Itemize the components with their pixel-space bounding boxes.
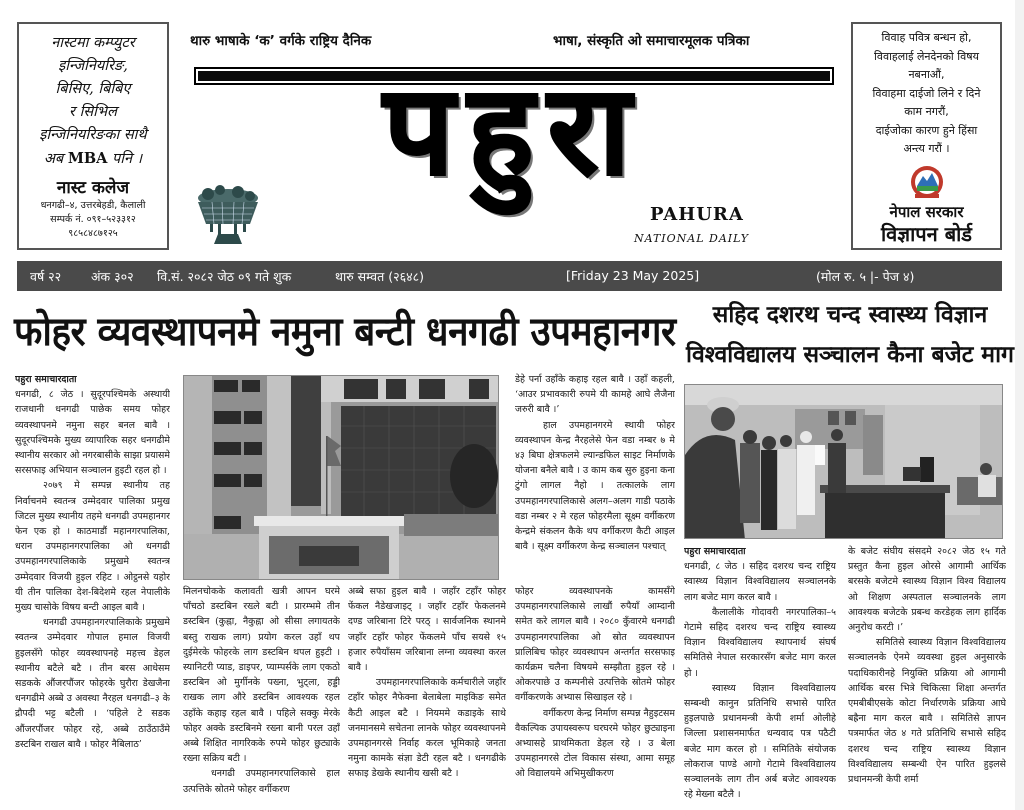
article-paragraph: धनगढी, ८ जेठ । सुदूरपश्चिमके अस्थायी राजधानी धनगढी पाछेक समय फोहर व्यवस्थापनमे नमुना सहर बनल बावै । सुदूरपश्चिमके मुख्य व्यापारिक सहर धनगढीमे स्थानीय सरकार ओ नगरबासीके साझा प्रयासमे सरसफाइ अभियान सञ्चालन हुइटी रहल हो ।: [15, 389, 170, 477]
fruit-basket-icon: [188, 184, 268, 246]
tagline-right: भाषा, संस्कृति ओ समाचारमूलक पत्रिका: [553, 33, 750, 49]
ad-mobile: ९८५८४८७१२५: [68, 228, 118, 239]
ad-text-line: विवाह पवित्र बन्धन हो,: [881, 31, 972, 44]
side-article-column-2: [848, 544, 1006, 810]
ad-board-label: विज्ञापन बोर्ड: [880, 221, 973, 246]
photo-municipality-building[interactable]: [183, 375, 499, 580]
article-paragraph: फोहर व्यवस्थापनके कामसँगे उपमहानगरपालिकासे लाखौं रुपैयाँ आम्दानी समेत करे लागल बावै । २०८० कुँवारमे धनगढी उपमहानगरपालिका ओ स्रोत व्यवस्थापन प्रालिबिच फोहर व्यवस्थापन अन्तर्गत सरसफाइ कार्यक्रम चलैना विषयमे सम्झौता हुइल रहे । ओकरपाछे उ कम्पनीसे उत्पत्तिके स्रोतमे फोहर वर्गीकरणके अभ्यास सिखाइल रहे ।: [515, 586, 675, 704]
ad-text-line: दाईजोका कारण हुने हिंसा: [875, 123, 978, 137]
dateline-tharu-samvat: थारु सम्वत (२६४८): [335, 269, 424, 284]
ad-text-line: र सिभिल: [69, 104, 117, 120]
ad-phone: सम्पर्क नं. ०९१–५२३३१२: [50, 214, 136, 225]
article-column-4-bottom: [515, 584, 675, 810]
article-column-1: [15, 372, 170, 810]
article-paragraph: २०७९ मे सम्पन्न स्थानीय तह निर्वाचनमे स्वतन्त्र उम्मेदवार पालिका प्रमुख जिटल मुख्य स्थानीय तहमे धनगढी उपमहानगर फेन एक हो । काठमाडौं महानगरपालिका, धरान उपमहानगरपालिका ओ धनगढी उपमहानगरपालिकाके प्रमुखमे स्वतन्त्र उम्मेदवार विजयी हुइल रहिट । ओट्ठनसे यहोर यी तीन पालिका देश-बिदेशमे रहल नेपालीके मुख्य चासोके विषय बन्टी आइल बावै ।: [15, 480, 170, 614]
article-paragraph: स्वास्थ्य विज्ञान विश्वविद्यालय सम्बन्धी कानुन प्रतिनिधि सभासे पारित हुइलपाछे प्रधानमन्त्री केपी शर्मा ओलीहे जिल्ला प्रशासनमार्फत धन्यवाद पत्र पठैटी बजेट माग करल हो । समितिके संयोजक लोकराज पाण्डे आगो गेटामे विश्वविद्यालय सञ्चालनके लाग तीन अर्ब बजेट आवश्यक रहे मेख्ना बटैलै ।: [684, 682, 836, 801]
article-column-3: [348, 584, 506, 810]
article-paragraph: डेहे पर्ना उहाँके कहाइ रहल बावै । उहाँ कहली, ‘आउर प्रभावकारी रुपमे यी कामहे आघे लैजैना जरुरी बावै ।’: [515, 374, 675, 416]
masthead-latin-name: PAHURA: [650, 204, 744, 225]
ad-mba-suffix: पनि ।: [111, 151, 143, 167]
article-paragraph: उपमहानगरपालिकाके कर्मचारीले जहाँर टहाँर फोहर नैफेक्ना बेलाबेला माइकिङ समेत कैटी आइल बटै । नियममे कडाइके साथे जनमानसमे सचेतना लानके फोहर व्यवस्थापनमे उपमहानगरसे निर्वाह करल भूमिकाहे जनता नमुना कामके संज्ञा डेटी रहल बटै । धनगढीके सफाइ डेखके स्थानीय खसी बटै ।: [348, 677, 506, 780]
article-paragraph: मिलनचोकके कलावती खत्री आपन घरमे पाँचठो डस्टबिन रख्ले बटी । प्रारम्भमे तीन डस्टबिन (कुह्ना, नैकुह्ना ओ सीसा लगायतके बस्तु राखक लाग) प्रयोग करल उहाँ थप दुईमेरके फोहरके लाग डस्टबिन थपल हुइटी । स्यानिटरी प्याड, डाइपर, प्याम्पर्सके लाग एकठो डस्टबिन ओ मुर्गीनके पख्ना, भुट्ला, हड्डी राखक लाग औरे डस्टबिन आवश्यक रहल उहाँके कहाइ रहल बावै । पहिले सक्कु मेरके फोहर अक्के डस्टबिनमे रख्ना बानी परल उहाँ अब्बे शिक्षित नागरिकके रुपमे फोहर छुट्याके रख्ना सक्रिय बटी ।: [183, 586, 340, 765]
article-paragraph: वर्गीकरण केन्द्र निर्माण सम्पन्न नैहुइटसम वैकल्पिक उपायस्वरूप घरघरमे फोहर छुट्याइना अभ्यासहे प्राथमिकता डेहल रहे । उ बेला उपमहानगरसे टोल विकास संस्था, आमा समूह ओ विद्यालयमे अभिमुखीकरण: [515, 707, 675, 780]
ad-text-line: इन्जिनियरिङका साथै: [39, 127, 147, 143]
dateline-bar: [17, 261, 1002, 291]
masthead-subtitle: NATIONAL DAILY: [634, 232, 750, 245]
article-column-2: [183, 584, 340, 810]
ad-address: धनगढी–४, उत्तरबेहडी, कैलाली: [40, 200, 146, 211]
ad-gov-label: नेपाल सरकार: [889, 202, 964, 221]
article-paragraph: समितिसे स्वास्थ्य विज्ञान विश्वविद्यालय सञ्चालनके ऐनमे व्यवस्था हुइल अनुसारके पदाधिकारीनहे नियुक्ति प्रक्रिया ओ आगामी आर्थिक बरस भित्रे चिकित्सा शिक्षा अन्तर्गत एमबीबीएसके कोटा निर्धारणके प्रक्रिया आघे बह्रैना माग करल बावै । समितिसे ज्ञापन पत्रमार्फत जेठ ४ गते प्रतिनिधि सभासे सहिद दशरथ चन्द राष्ट्रिय स्वास्थ्य विज्ञान विश्वविद्यालय सम्बन्धी ऐन पारित हुइलसे प्रधानमन्त्री केपी शर्मा: [848, 637, 1006, 786]
ad-text-line: नास्टमा कम्प्युटर: [51, 35, 135, 51]
dateline-issue: अंक ३०२: [91, 269, 134, 284]
article-column-4-top: [515, 372, 675, 584]
ad-text-line: विवाहमा दाईजो लिने र दिने: [872, 86, 981, 100]
dateline-year: वर्ष २२: [30, 269, 62, 284]
main-headline[interactable]: फोहर व्यवस्थापनमे नमुना बन्टी धनगढी उपमहानगर: [14, 309, 676, 355]
ad-college-name: नास्ट कलेज: [56, 178, 130, 198]
ad-mba: MBA: [67, 150, 108, 167]
article-paragraph: हाल उपमहानगरमे स्थायी फोहर व्यवस्थापन केन्द्र नैरहलेसे फेन वडा नम्बर ७ मे ४३ बिघा क्षेत्रफलमे ल्यान्डफिल साइट निर्माणके योजना बनैले बावै । उ काम कब सुरु हुइना कना टुंगो लागल नैहो । तत्कालके लाग उपमहानगरपालिकासे अलग–अलग गाडी पठाके वडा नम्बर २ मे रहल फोहरमैला सूक्ष्म वर्गीकरण केन्द्रमे संकलन कैके थप वर्गीकरण कैटी आइल बावै । सूक्ष्म वर्गीकरण केन्द्र सञ्चालन पश्चात्: [515, 419, 675, 553]
masthead-title: पहुरा: [383, 59, 645, 203]
ad-text-line: बिसिए, बिबिए: [55, 81, 131, 97]
photo-memorandum-handover[interactable]: [684, 384, 1003, 539]
masthead-logo[interactable]: [196, 59, 832, 203]
dateline-english-date: [Friday 23 May 2025]: [566, 268, 700, 283]
vertical-scrollbar[interactable]: [1015, 0, 1024, 810]
advertisement-government-notice[interactable]: [851, 22, 1002, 250]
ad-mba-line: [23, 147, 163, 171]
article-paragraph: धनगढी उपमहानगरपालिकासे हाल उत्पत्तिके स्रोतमे फोहर वर्गीकरण: [183, 768, 340, 795]
article-paragraph: धनगढी उपमहानगरपालिकाके प्रमुखमे स्वतन्त्र उम्मेदवार गोपाल हमाल विजयी हुइलसँगे फोहर व्यवस्थापनहे महत्त्व डेहल स्थानीय बटैले बटै । तीन बरस आधेसम सडकके औंजरपौंजर फोहरके घुरौरा डेखजैना धनगढीमे अब्बे उ अवस्था नैरहल धनगढी–३ के द्रौपदी भट्ट बटैली । ‘पहिले टे सडक औंजरपौंजर फोहर रहे, अब्बे ठाउँठाउँमे डस्टबिन राखल बावै । फोहर नैबिलाठ’: [15, 617, 170, 750]
dateline-price-page: (मोल रु. ५ |- पेज ४): [816, 269, 915, 284]
ad-text-line: इन्जिनियरिङ,: [58, 58, 128, 74]
tagline-left: थारु भाषाके ‘क’ वर्गके राष्ट्रिय दैनिक: [190, 33, 372, 49]
article-byline: पहुरा समाचारदाता: [15, 374, 77, 385]
side-headline-line-1[interactable]: सहिद दशरथ चन्द स्वास्थ्य विज्ञान: [712, 302, 988, 328]
article-paragraph: के बजेट संघीय संसदमे २०८२ जेठ १५ गते प्रस्तुत कैना हुइल ओरसे आगामी आर्थिक बरसके बजेटमे स्वास्थ्य विज्ञान विश्व विद्यालय ओ शिक्षण अस्पताल सञ्चालनके लाग आवश्यक बजेटके प्रबन्ध करडेहक लाग हार्दिक अनुरोध करटी ।’: [848, 546, 1006, 634]
article-paragraph: कैलालीके गोदावरी नगरपालिका–५ गेटामे सहिद दशरथ चन्द राष्ट्रिय स्वास्थ्य विज्ञान विश्वविद्यालय स्थापनार्थ संघर्ष समितिसे नेपाल सरकारसँग बजेट माग करल हो ।: [684, 606, 836, 679]
ad-text-line: अन्त्य गरौं ।: [903, 142, 950, 155]
ad-text-line: विवाहलाई लेनदेनको विषय: [874, 49, 979, 63]
dateline-bs-date: वि.सं. २०८२ जेठ ०९ गते शुक: [157, 269, 292, 284]
article-paragraph: धनगढी, ८ जेठ । सहिद दशरथ चन्द राष्ट्रिय स्वास्थ्य विज्ञान विश्वविद्यालय सञ्चालनके लाग बजेट माग करल बावै ।: [684, 561, 836, 603]
ad-mba-prefix: अब: [43, 151, 64, 167]
ad-text-line: काम नगरौं,: [904, 105, 949, 118]
side-article-column-1: [684, 544, 836, 810]
ad-text-line: नबनाऔं,: [908, 68, 945, 81]
advertisement-nast-college[interactable]: [17, 22, 169, 250]
side-headline-line-2[interactable]: विश्वविद्यालय सञ्चालन कैना बजेट माग: [686, 342, 1014, 368]
article-byline: पहुरा समाचारदाता: [684, 546, 746, 557]
article-paragraph: अब्बे सफा हुइल बावै । जहाँर टहाँर फोहर फेंकल नैडेखजाइट् । जहाँर टहाँर फेकलनमे दण्ड जरिबाना टिरे परठ् । सार्वजनिक स्थानमे जहाँर टहाँर फोहर फेंकलमे पाँच सयसे १५ हजार रुपैयाँसम जरिबाना लग्ना व्यवस्था करल बावै ।: [348, 586, 506, 674]
nepal-emblem-icon: [907, 164, 947, 200]
